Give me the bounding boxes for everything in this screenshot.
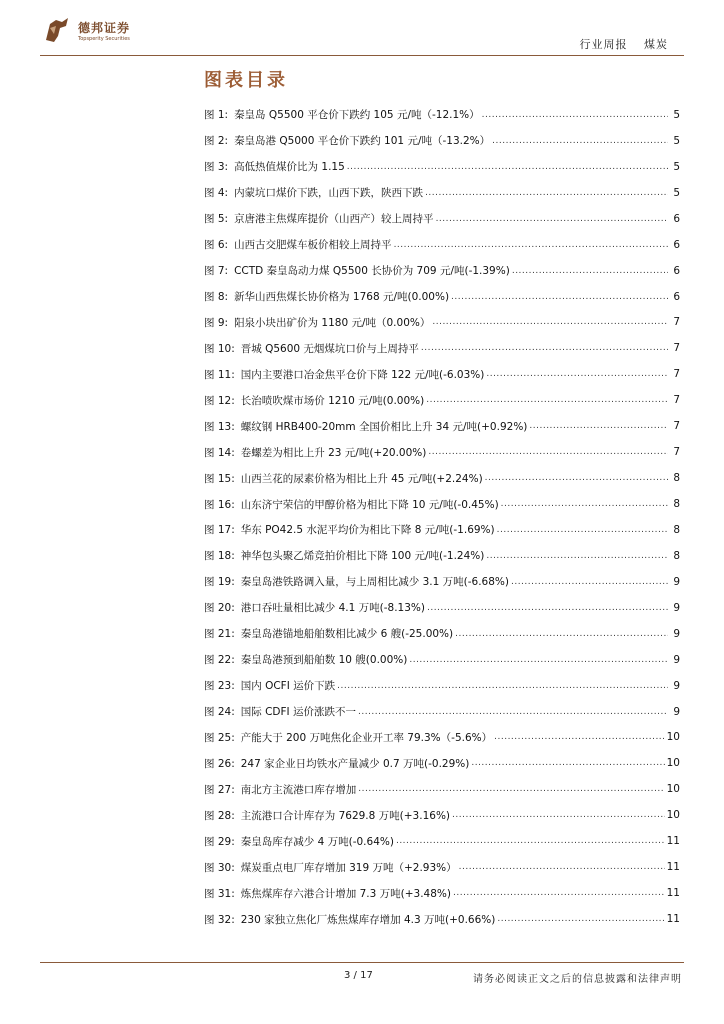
figure-number: 图 30: xyxy=(204,861,235,874)
toc-entry-label xyxy=(204,600,425,615)
dot-leader xyxy=(421,342,668,354)
toc-page-number: 9 xyxy=(673,575,680,588)
figure-caption: 华东 PO42.5 水泥平均价为相比下降 8 元/吨(-1.69%) xyxy=(240,524,495,537)
toc-entry[interactable] xyxy=(204,491,680,517)
footer-divider xyxy=(40,962,684,963)
toc-entry-label xyxy=(204,497,499,512)
toc-entry[interactable] xyxy=(204,673,680,699)
toc-page-number: 11 xyxy=(666,835,680,848)
figure-caption: 南北方主流港口库存增加 xyxy=(240,783,357,796)
logo-name-en: Topsperity Securities xyxy=(78,36,130,42)
dot-leader xyxy=(485,472,668,484)
figure-number: 图 6: xyxy=(204,239,229,252)
dot-leader xyxy=(436,213,668,225)
figure-caption: 国内 OCFI 运价下跌 xyxy=(240,680,336,693)
figure-number: 图 16: xyxy=(204,498,235,511)
toc-page-number: 8 xyxy=(673,498,680,511)
figure-number: 图 15: xyxy=(204,472,235,485)
toc-entry[interactable] xyxy=(204,180,680,206)
figure-number: 图 11: xyxy=(204,368,235,381)
dot-leader xyxy=(453,887,665,899)
dot-leader xyxy=(494,731,665,743)
figure-number: 图 25: xyxy=(204,731,235,744)
dot-leader xyxy=(492,135,668,147)
brand-logo-icon xyxy=(40,14,74,48)
figure-number: 图 23: xyxy=(204,680,235,693)
toc-page-number: 8 xyxy=(673,549,680,562)
figure-number: 图 20: xyxy=(204,602,235,615)
dot-leader xyxy=(497,524,668,536)
report-header xyxy=(580,36,669,52)
dot-leader xyxy=(428,446,668,458)
figure-caption: 阳泉小块出矿价为 1180 元/吨（0.00%） xyxy=(234,316,431,329)
toc-page-number: 5 xyxy=(673,160,680,173)
figure-number: 图 22: xyxy=(204,654,235,667)
dot-leader xyxy=(358,783,664,795)
toc-page-number: 7 xyxy=(673,342,680,355)
dot-leader xyxy=(501,498,668,510)
figure-caption: 秦皇岛库存减少 4 万吨(-0.64%) xyxy=(240,835,394,848)
figure-number: 图 9: xyxy=(204,316,229,329)
toc-entry[interactable] xyxy=(204,828,680,854)
dot-leader xyxy=(451,291,668,303)
toc-entry-label xyxy=(204,678,335,693)
dot-leader xyxy=(396,835,665,847)
toc-entry[interactable] xyxy=(204,206,680,232)
toc-entry-label xyxy=(204,289,449,304)
legal-disclaimer: 请务必阅读正文之后的信息披露和法律声明 xyxy=(473,974,682,985)
toc-entry[interactable] xyxy=(204,517,680,543)
toc-page-number: 9 xyxy=(673,601,680,614)
toc-page-number: 6 xyxy=(673,238,680,251)
figure-caption: 山西古交肥煤车板价相较上周持平 xyxy=(234,239,392,252)
toc-entry[interactable] xyxy=(204,543,680,569)
figure-caption: 京唐港主焦煤库提价（山西产）较上周持平 xyxy=(234,213,434,226)
figure-number: 图 13: xyxy=(204,420,235,433)
figure-number: 图 28: xyxy=(204,809,235,822)
toc-entry[interactable] xyxy=(204,621,680,647)
toc-entry[interactable] xyxy=(204,310,680,336)
toc-title: 图表目录 xyxy=(204,70,288,91)
toc-page-number: 5 xyxy=(673,186,680,199)
toc-entry[interactable] xyxy=(204,776,680,802)
figure-number: 图 4: xyxy=(204,187,229,200)
figure-caption: 煤炭重点电厂库存增加 319 万吨（+2.93%） xyxy=(240,861,457,874)
toc-entry[interactable] xyxy=(204,258,680,284)
figure-caption: CCTD 秦皇岛动力煤 Q5500 长协价为 709 元/吨(-1.39%) xyxy=(234,265,510,278)
figure-caption: 秦皇岛港 Q5000 平仓价下跌约 101 元/吨（-13.2%） xyxy=(234,135,491,148)
figure-caption: 螺纹钢 HRB400-20mm 全国价相比上升 34 元/吨(+0.92%) xyxy=(240,420,528,433)
dot-leader xyxy=(497,913,664,925)
toc-entry-label xyxy=(204,808,450,823)
page-number: 3 / 17 xyxy=(344,970,373,981)
toc-page-number: 10 xyxy=(666,731,680,744)
dot-leader xyxy=(459,861,665,873)
figure-number: 图 31: xyxy=(204,887,235,900)
toc-page-number: 10 xyxy=(666,783,680,796)
dot-leader xyxy=(358,706,668,718)
figure-caption: 港口吞吐量相比减少 4.1 万吨(-8.13%) xyxy=(240,602,425,615)
toc-entry[interactable] xyxy=(204,361,680,387)
toc-entry[interactable] xyxy=(204,154,680,180)
toc-entry-label xyxy=(204,393,424,408)
dot-leader xyxy=(455,628,668,640)
toc-entry-label xyxy=(204,522,495,537)
figure-number: 图 29: xyxy=(204,835,235,848)
figure-number: 图 32: xyxy=(204,913,235,926)
dot-leader xyxy=(486,368,668,380)
toc-entry-label xyxy=(204,548,484,563)
toc-entry[interactable] xyxy=(204,102,680,128)
figure-caption: 山东济宁荣信的甲醇价格为相比下降 10 元/吨(-0.45%) xyxy=(240,498,499,511)
toc-entry-label xyxy=(204,263,510,278)
toc-page-number: 8 xyxy=(673,523,680,536)
toc-entry[interactable] xyxy=(204,595,680,621)
toc-page-number: 11 xyxy=(666,913,680,926)
dot-leader xyxy=(432,316,668,328)
figure-number: 图 1: xyxy=(204,109,229,122)
toc-page-number: 7 xyxy=(673,368,680,381)
report-type: 行业周报 xyxy=(579,38,628,51)
dot-leader xyxy=(425,187,668,199)
toc-entry-label xyxy=(204,341,419,356)
toc-entry[interactable] xyxy=(204,128,680,154)
figure-caption: 神华包头聚乙烯竞拍价相比下降 100 元/吨(-1.24%) xyxy=(240,550,485,563)
dot-leader xyxy=(409,654,668,666)
toc-page-number: 9 xyxy=(673,653,680,666)
toc-entry-label xyxy=(204,912,495,927)
figure-number: 图 10: xyxy=(204,342,235,355)
dot-leader xyxy=(394,239,668,251)
toc-entry-label xyxy=(204,860,457,875)
figure-number: 图 21: xyxy=(204,628,235,641)
header-divider xyxy=(40,55,684,56)
dot-leader xyxy=(427,602,668,614)
toc-entry[interactable] xyxy=(204,569,680,595)
toc-entry-label xyxy=(204,133,490,148)
toc-entry-label xyxy=(204,211,434,226)
toc-entry-label xyxy=(204,419,527,434)
toc-page-number: 6 xyxy=(673,290,680,303)
dot-leader xyxy=(471,757,664,769)
toc-entry-label xyxy=(204,185,423,200)
figure-caption: 247 家企业日均铁水产量减少 0.7 万吨(-0.29%) xyxy=(240,757,470,770)
toc-entry[interactable] xyxy=(204,647,680,673)
toc-entry-label xyxy=(204,367,484,382)
toc-entry-label xyxy=(204,315,430,330)
toc-page-number: 10 xyxy=(666,757,680,770)
dot-leader xyxy=(511,576,668,588)
figure-number: 图 27: xyxy=(204,783,235,796)
figure-caption: 主流港口合计库存为 7629.8 万吨(+3.16%) xyxy=(240,809,451,822)
figure-caption: 炼焦煤库存六港合计增加 7.3 万吨(+3.48%) xyxy=(240,887,451,900)
dot-leader xyxy=(337,680,668,692)
figure-caption: 晋城 Q5600 无烟煤坑口价与上周持平 xyxy=(240,342,419,355)
toc-page-number: 7 xyxy=(673,420,680,433)
dot-leader xyxy=(452,809,665,821)
dot-leader xyxy=(482,109,668,121)
figure-number: 图 14: xyxy=(204,446,235,459)
figure-number: 图 7: xyxy=(204,265,229,278)
figure-toc-list xyxy=(204,102,680,932)
toc-entry-label xyxy=(204,782,356,797)
toc-entry-label xyxy=(204,574,509,589)
dot-leader xyxy=(512,265,668,277)
company-logo xyxy=(40,14,150,50)
toc-entry[interactable] xyxy=(204,880,680,906)
figure-caption: 高低热值煤价比为 1.15 xyxy=(234,161,345,174)
toc-entry[interactable] xyxy=(204,802,680,828)
figure-caption: 秦皇岛港铁路调入量，与上周相比减少 3.1 万吨(-6.68%) xyxy=(240,576,509,589)
toc-page-number: 8 xyxy=(673,472,680,485)
toc-page-number: 11 xyxy=(666,861,680,874)
toc-page-number: 9 xyxy=(673,679,680,692)
toc-entry-label xyxy=(204,704,356,719)
dot-leader xyxy=(529,420,668,432)
figure-caption: 国内主要港口冶金焦平仓价下降 122 元/吨(-6.03%) xyxy=(240,368,485,381)
toc-page-number: 6 xyxy=(673,212,680,225)
figure-number: 图 17: xyxy=(204,524,235,537)
figure-number: 图 2: xyxy=(204,135,229,148)
figure-caption: 新华山西焦煤长协价格为 1768 元/吨(0.00%) xyxy=(234,291,450,304)
toc-page-number: 6 xyxy=(673,264,680,277)
figure-caption: 内蒙坑口煤价下跌，山西下跌，陕西下跌 xyxy=(234,187,424,200)
figure-number: 图 8: xyxy=(204,291,229,304)
figure-number: 图 24: xyxy=(204,706,235,719)
toc-page-number: 7 xyxy=(673,446,680,459)
toc-entry-label xyxy=(204,445,426,460)
toc-entry-label xyxy=(204,159,345,174)
toc-entry-label xyxy=(204,834,394,849)
toc-entry-label xyxy=(204,756,469,771)
dot-leader xyxy=(347,161,668,173)
toc-entry-label xyxy=(204,652,407,667)
figure-number: 图 3: xyxy=(204,161,229,174)
toc-entry[interactable] xyxy=(204,854,680,880)
toc-page-number: 5 xyxy=(673,134,680,147)
figure-number: 图 19: xyxy=(204,576,235,589)
toc-page-number: 9 xyxy=(673,627,680,640)
toc-entry[interactable] xyxy=(204,413,680,439)
dot-leader xyxy=(426,394,668,406)
figure-caption: 卷螺差为相比上升 23 元/吨(+20.00%) xyxy=(240,446,427,459)
toc-entry[interactable] xyxy=(204,284,680,310)
figure-number: 图 12: xyxy=(204,394,235,407)
figure-caption: 山西兰花的尿素价格为相比上升 45 元/吨(+2.24%) xyxy=(240,472,483,485)
figure-caption: 国际 CDFI 运价涨跌不一 xyxy=(240,706,356,719)
toc-entry[interactable] xyxy=(204,335,680,361)
figure-caption: 230 家独立焦化厂炼焦煤库存增加 4.3 万吨(+0.66%) xyxy=(240,913,496,926)
toc-page-number: 9 xyxy=(673,705,680,718)
toc-entry[interactable] xyxy=(204,465,680,491)
toc-entry-label xyxy=(204,107,480,122)
toc-entry-label xyxy=(204,730,492,745)
figure-caption: 产能大于 200 万吨焦化企业开工率 79.3%（-5.6%） xyxy=(240,731,493,744)
toc-page-number: 7 xyxy=(673,316,680,329)
figure-caption: 长治喷吹煤市场价 1210 元/吨(0.00%) xyxy=(240,394,425,407)
toc-page-number: 7 xyxy=(673,394,680,407)
logo-name-cn: 德邦证券 xyxy=(78,21,131,35)
toc-page-number: 11 xyxy=(666,887,680,900)
toc-page-number: 5 xyxy=(673,108,680,121)
toc-entry-label xyxy=(204,626,453,641)
figure-number: 图 26: xyxy=(204,757,235,770)
toc-entry-label xyxy=(204,471,483,486)
figure-caption: 秦皇岛港预到船舶数 10 艘(0.00%) xyxy=(240,654,408,667)
dot-leader xyxy=(486,550,668,562)
toc-entry-label xyxy=(204,237,392,252)
toc-entry[interactable] xyxy=(204,750,680,776)
toc-entry[interactable] xyxy=(204,699,680,725)
figure-number: 图 5: xyxy=(204,213,229,226)
toc-entry[interactable] xyxy=(204,725,680,751)
toc-entry[interactable] xyxy=(204,387,680,413)
toc-entry[interactable] xyxy=(204,906,680,932)
toc-entry[interactable] xyxy=(204,232,680,258)
figure-number: 图 18: xyxy=(204,550,235,563)
toc-entry-label xyxy=(204,886,451,901)
industry-label: 煤炭 xyxy=(644,38,668,51)
toc-page-number: 10 xyxy=(666,809,680,822)
figure-caption: 秦皇岛 Q5500 平仓价下跌约 105 元/吨（-12.1%） xyxy=(234,109,480,122)
toc-entry[interactable] xyxy=(204,439,680,465)
figure-caption: 秦皇岛港锚地船舶数相比减少 6 艘(-25.00%) xyxy=(240,628,454,641)
